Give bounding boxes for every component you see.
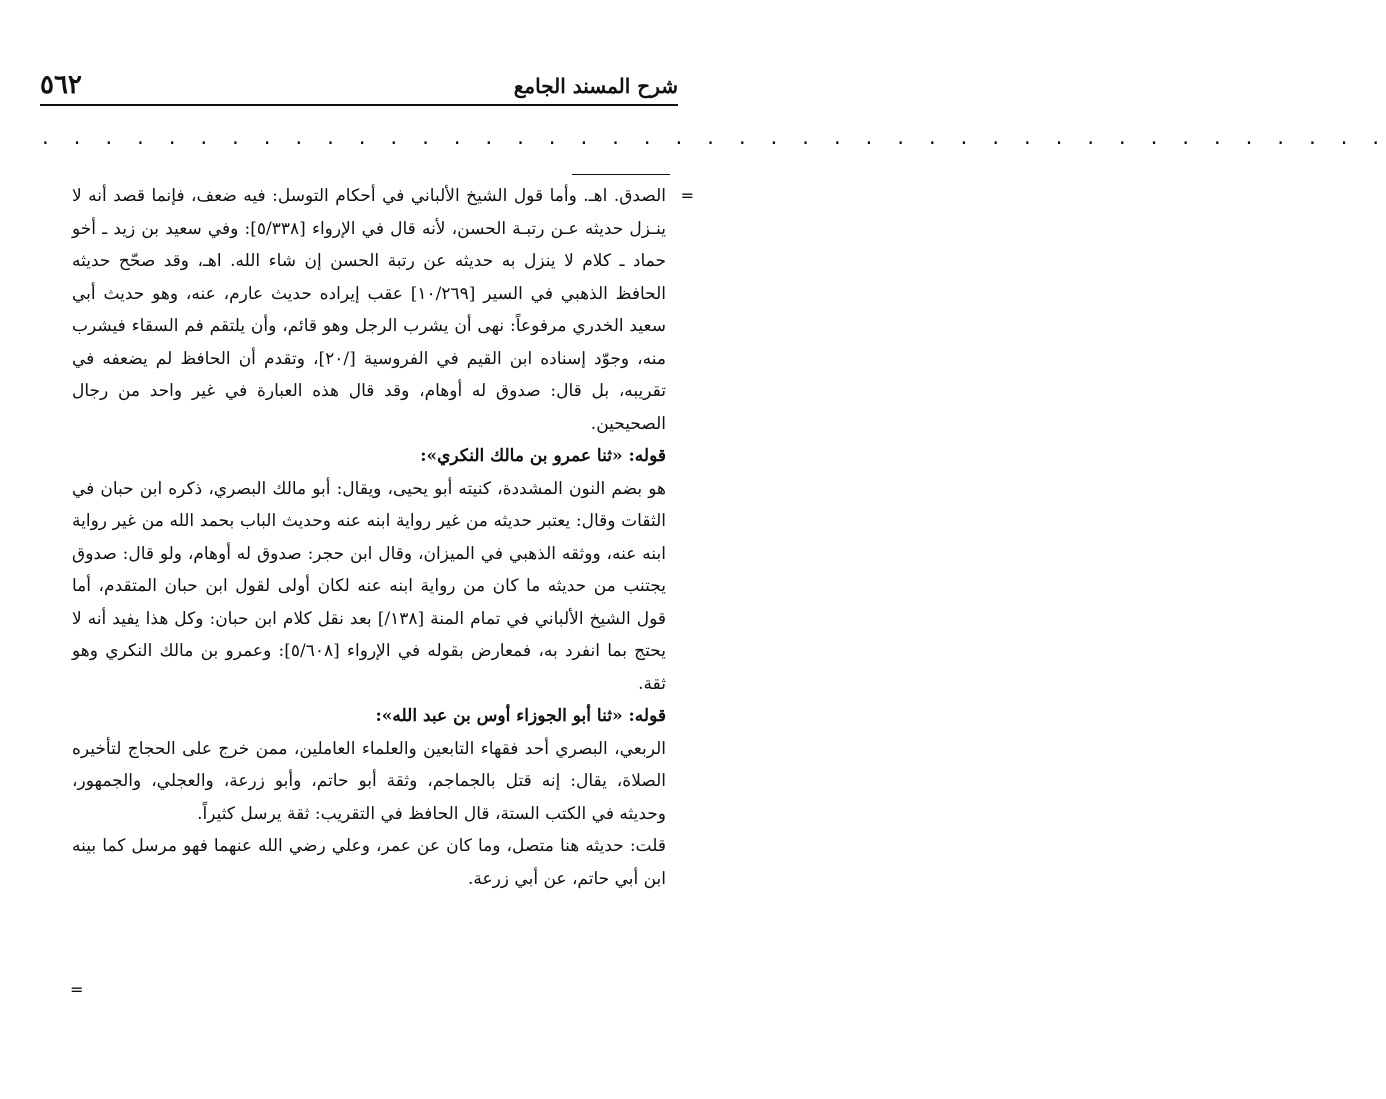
section-heading: قوله: «ثنا أبو الجوزاء أوس بن عبد الله»: [375, 706, 666, 726]
section-heading: قوله: «ثنا عمرو بن مالك النكري»: [420, 446, 666, 466]
page-number: ٥٦٢ [40, 70, 82, 100]
continuation-mark-bottom: = [70, 980, 84, 999]
paragraph: هو بضم النون المشددة، كنيته أبو يحيى، ويقال: أبو مالك البصري، ذكره ابن حبان في الثقات وقال: يعتبر حديثه من غير رواية ابنه عنه وحديث الباب بحمد الله من غير رواية ابنه عنه، ووثقه الذهبي في الميزان، وقال ابن حجر: صدوق له أوهام، ولو قال: صدوق يجتنب من حديثه ما كان من رواية ابنه عنه لكان أولى لقول ابن حبان المتقدم، أما قول الشيخ الألباني في تمام المنة [١٣٨/] بعد نقل كلام ابن حبان: وكل هذا يفيد أنه لا يحتج بما انفرد به، فمعارض بقوله في الإرواء [٥/٦٠٨]: وعمرو بن مالك النكري وهو ثقة. [72, 478, 666, 694]
paragraph: الربعي، البصري أحد فقهاء التابعين والعلماء العاملين، ممن خرج على الحجاج لتأخيره الصلاة، يقال: إنه قتل بالجماجم، وثقة أبو حاتم، وأبو زرعة، والعجلي، والجمهور، وحديثه في الكتب الستة، قال الحافظ في التقريب: ثقة يرسل كثيراً. [72, 738, 666, 824]
running-title: شرح المسند الجامع [513, 74, 678, 98]
separator-dots: . . . . . . . . . . . . . . . . . . . . . . . . . . . . . . . . . . . . . . . . . . . [40, 128, 1386, 149]
footnote-rule [572, 174, 670, 175]
paragraph: قلت: حديثه هنا متصل، وما كان عن عمر، وعلي رضي الله عنهما فهو مرسل كما بينه ابن أبي حاتم، عن أبي زرعة. [72, 836, 666, 889]
paragraph: الصدق. اهـ. وأما قول الشيخ الألباني في أحكام التوسل: فيه ضعف، فإنما قصد أنه لا ينـزل حديثه عـن رتبـة الحسن، لأنه قال في الإرواء [٥/٣٣٨]: وفي سعيد بن زيد ـ أخو حماد ـ كلام لا ينزل به حديثه عن رتبة الحسن إن شاء الله. اهـ، وقد صحّح حديثه الحافظ الذهبي في السير [١٠/٢٦٩] عقب إيراده حديث عارم، عنه، وهو حديث أبي سعيد الخدري مرفوعاً: نهى أن يشرب الرجل وهو قائم، وأن يلتقم فم السقاء فيشرب منه، وجوّد إسناده ابن القيم في الفروسية [/٢٠]، وتقدم أن الحافظ لم يضعفه في تقريبه، بل قال: صدوق له أوهام، وقد قال هذه العبارة في غير واحد من رجال الصحيحين. [72, 186, 667, 434]
page-header [40, 66, 678, 106]
footnote-body [72, 180, 666, 895]
continuation-mark-top: = [680, 186, 694, 205]
